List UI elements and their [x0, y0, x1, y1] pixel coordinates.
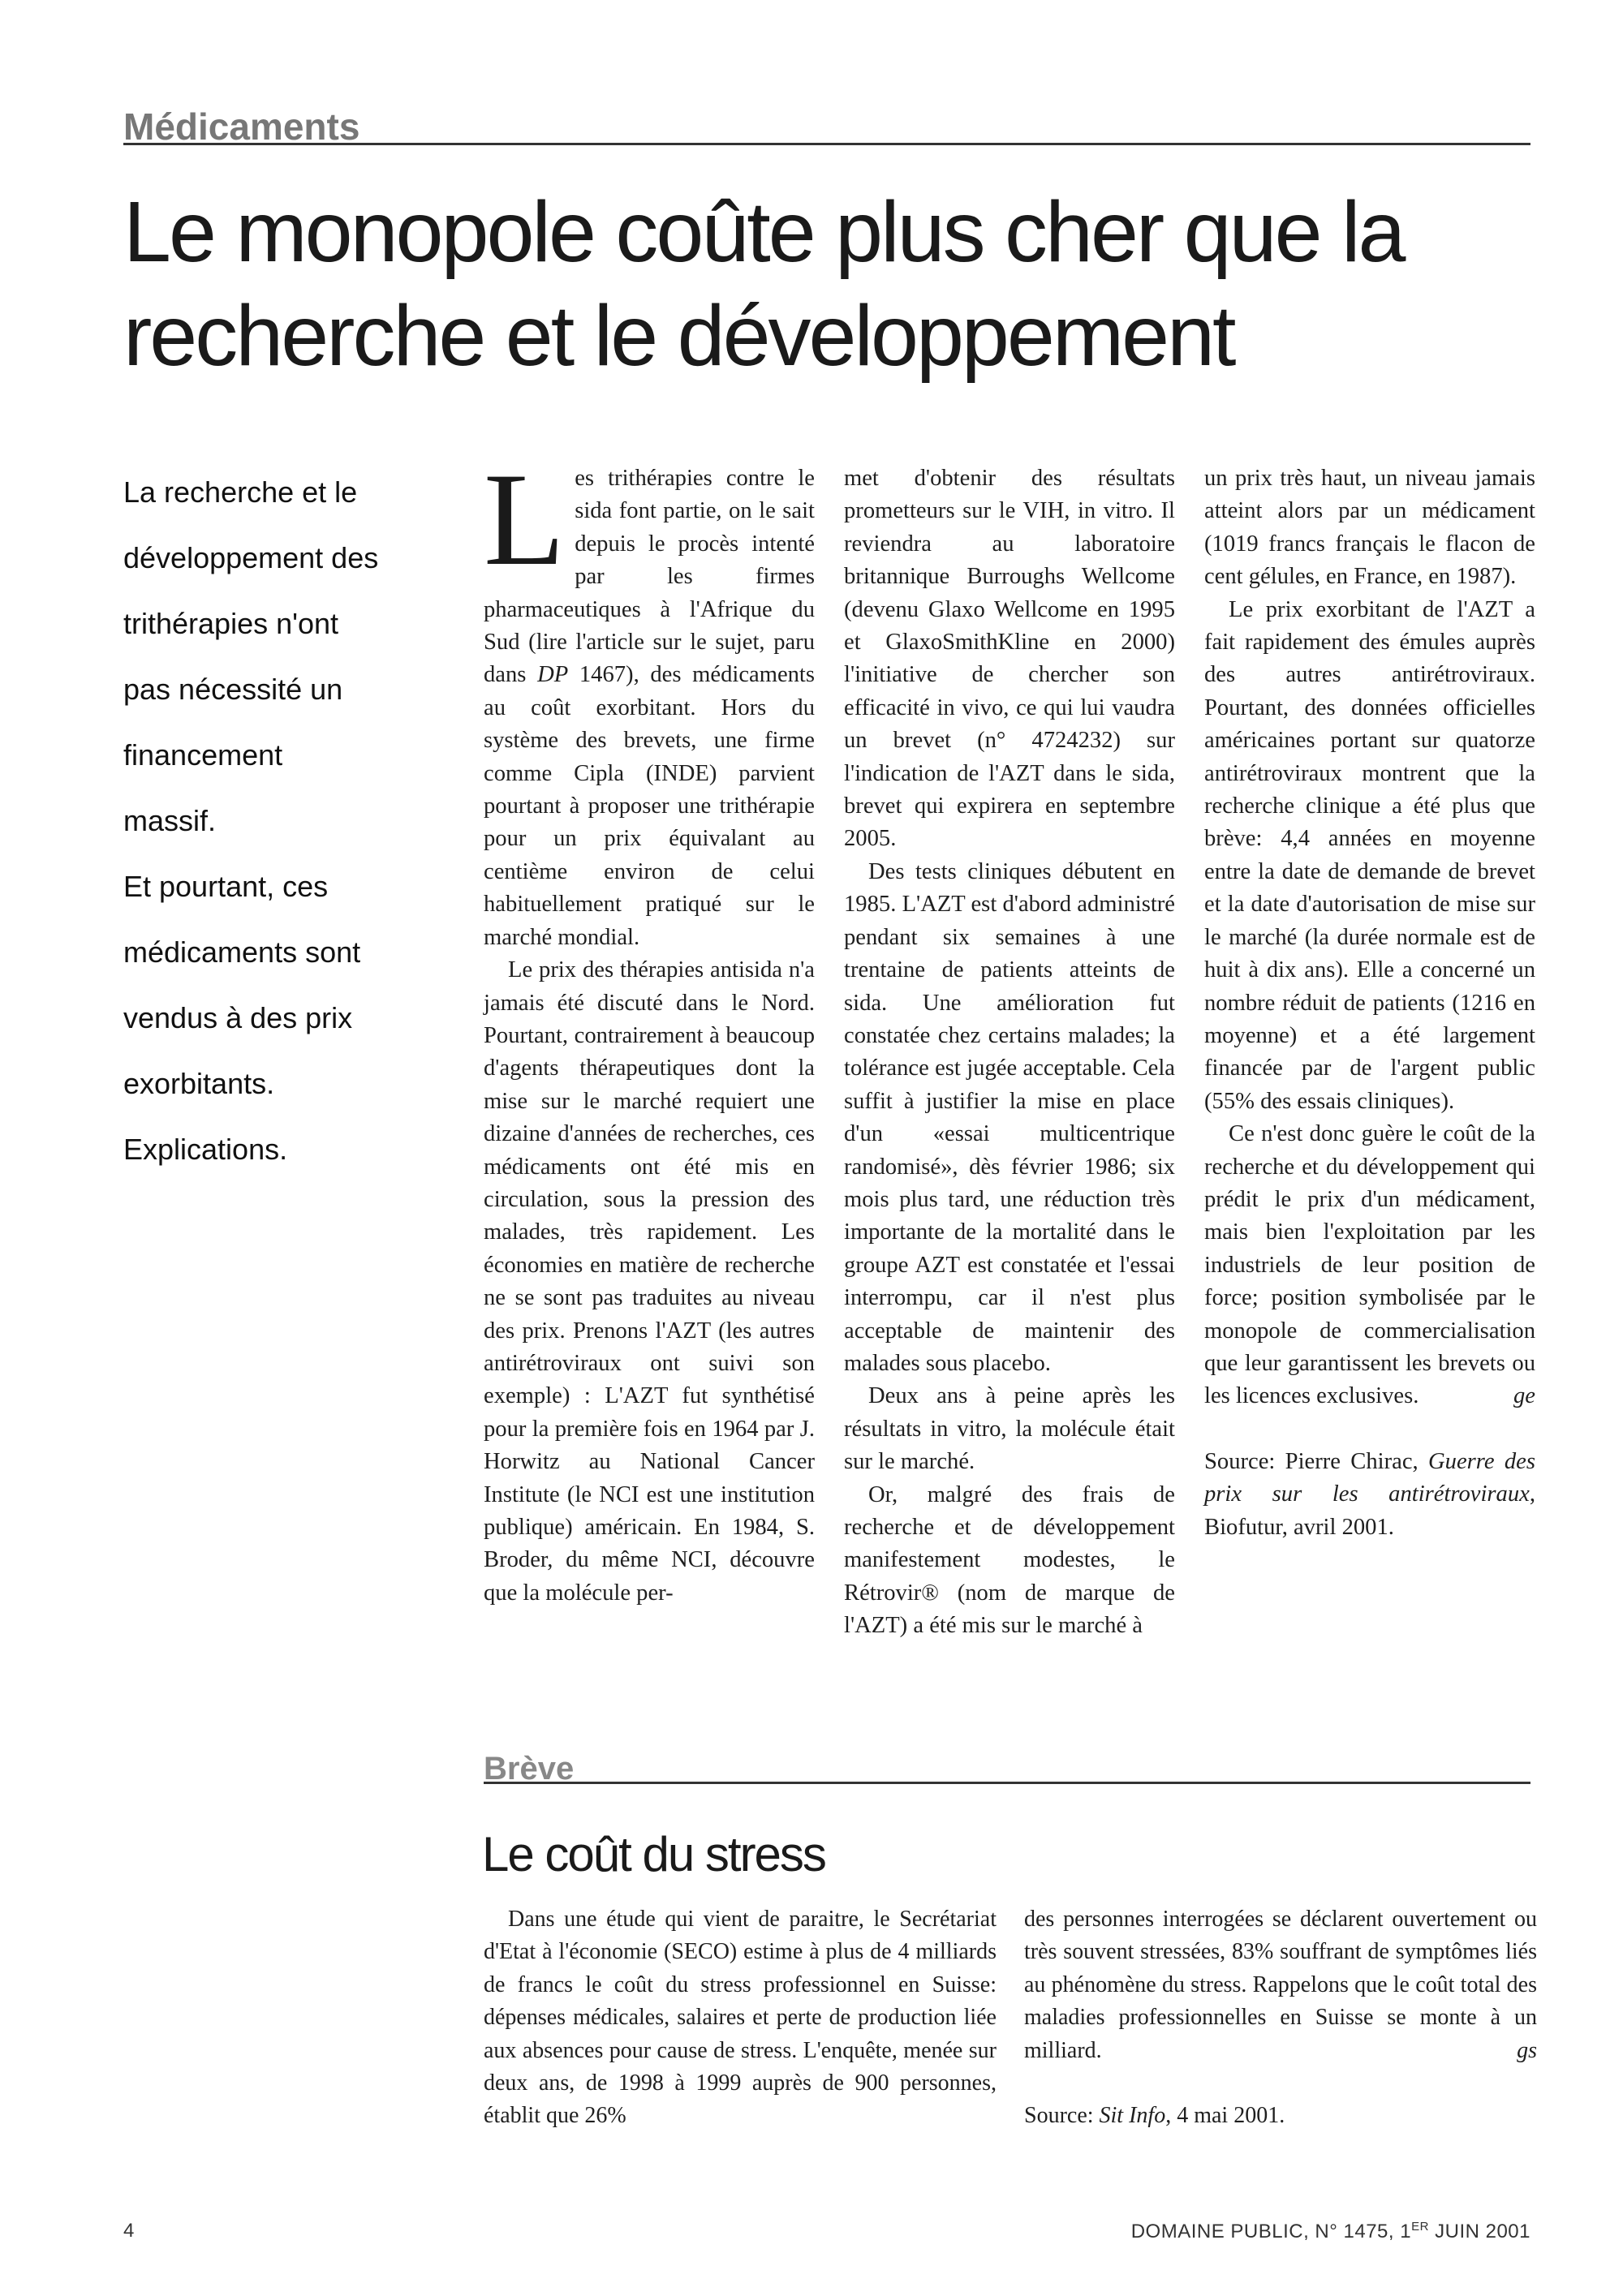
lead-line: Et pourtant, ces — [123, 870, 329, 903]
article-paragraph: Or, malgré des frais de recherche et de développement manifestement modestes, le Rétrovir® (nom de marque de l'AZT) a été mis sur le marché à — [844, 1481, 1175, 1639]
text-run: DOMAINE PUBLIC, N° 1475, 1 — [1130, 2221, 1412, 2242]
lead-line: pas nécessité un — [123, 673, 343, 706]
headline-line-1: Le monopole coûte plus cher que la — [123, 184, 1404, 280]
text-run: 1467), des médicaments au coût exorbitant. Hors du système des brevets, une firme comme Cipla (INDE) parvient pourtant à proposer une trithérapie pour un prix équivalant au centième environ de celui habituellement pratiqué sur le marché mondial. — [484, 662, 816, 950]
author-signature: ge — [1513, 1383, 1535, 1409]
lead-line: massif. — [123, 804, 217, 837]
headline-line-2: recherche et le développement — [123, 288, 1234, 384]
source-title: Sit Info — [1099, 2103, 1166, 2129]
lead-line: exorbitants. — [123, 1067, 275, 1100]
article-paragraph — [1204, 1118, 1535, 1413]
article-paragraph: un prix très haut, un niveau jamais atteint alors par un médicament (1019 francs français le flacon de cent gélules, en France, en 1987). — [1204, 466, 1535, 590]
article-paragraph — [484, 446, 816, 954]
text-run: Source: Pierre Chirac, — [1204, 1448, 1429, 1474]
article-column-2 — [844, 462, 1175, 1643]
article-paragraph: Deux ans à peine après les résultats in vitro, la molécule était sur le marché. — [844, 1383, 1175, 1475]
text-run: des personnes interrogées se déclarent ouvertement ou très souvent stressées, 83% souffrant de symptômes liés au phénomène du stress. Rappelons que le coût total des maladies professionnelles en Suisse se monte à un milliard. — [1024, 1907, 1537, 2063]
lead-line: vendus à des prix — [123, 1001, 353, 1034]
breve-title: Le coût du stress — [482, 1827, 825, 1881]
publication-ref: DP — [537, 662, 569, 688]
lead-line: La recherche et le — [123, 475, 358, 509]
article-paragraph: met d'obtenir des résultats prometteurs sur le VIH, in vitro. Il reviendra au laboratoire britannique Burroughs Wellcome (devenu Glaxo Wellcome en 1995 et GlaxoSmithKline en 2000) l'initiative de chercher son efficacité in vivo, ce qui lui vaudra un brevet (n° 4724232) sur l'indication de l'AZT dans le sida, brevet qui expirera en septembre 2005. — [844, 466, 1175, 852]
article-headline — [123, 180, 1552, 388]
breve-column-1 — [484, 1903, 997, 2133]
text-run: Source: — [1024, 2103, 1100, 2129]
lead-line: développement des — [123, 541, 379, 574]
article-source — [1204, 1446, 1535, 1544]
article-column-3 — [1204, 462, 1535, 1544]
source-title: Guerre des prix sur les antirétroviraux — [1204, 1448, 1535, 1507]
breve-rubric: Brève — [484, 1746, 1530, 1784]
text-run: Ce n'est donc guère le coût de la recherche et du développement qui prédit le prix d'un médicament, mais bien l'exploitation par les industriels de leur position de force; position symbolisée par le monopole de commercialisation que leur garantissent les brevets ou les licences exclusives. — [1204, 1121, 1535, 1409]
publication-footer — [1131, 2220, 1530, 2243]
text-run: , Biofutur, avril 2001. — [1204, 1481, 1535, 1540]
breve-column-2 — [1024, 1903, 1537, 2132]
section-rubric: Médicaments — [123, 102, 1530, 145]
author-signature: gs — [1517, 2037, 1537, 2063]
text-run: JUIN 2001 — [1428, 2221, 1530, 2242]
article-lead — [123, 459, 458, 1182]
article-paragraph: Le prix exorbitant de l'AZT a fait rapidement des émules auprès des autres antirétroviraux. Pourtant, des données officielles américaines portant sur quatorze antirétroviraux montrent que la recherche clinique a été plus que brève: 4,4 années en moyenne entre la date de demande de brevet et la date d'autorisation de mise sur le marché (la durée normale est de huit à dix ans). Elle a concerné un nombre réduit de patients (1216 en moyenne) et a été largement financée par de l'argent public (55% des essais cliniques). — [1204, 596, 1535, 1114]
breve-paragraph: Dans une étude qui vient de paraitre, le Secrétariat d'Etat à l'économie (SECO) estime à plus de 4 milliards de francs le coût du stress professionnel en Suisse: dépenses médicales, salaires et perte de production liée aux absences pour cause de stress. L'enquête, menée sur deux ans, de 1998 à 1999 auprès de 900 personnes, établit que 26% — [484, 1907, 997, 2129]
text-run: ER — [1411, 2220, 1429, 2234]
breve-paragraph — [1024, 1903, 1537, 2067]
breve-source — [1024, 2100, 1537, 2132]
lead-line: médicaments sont — [123, 935, 361, 969]
article-paragraph: Des tests cliniques débutent en 1985. L'AZT est d'abord administré pendant six semaines à une trentaine de patients atteints de sida. Une amélioration fut constatée chez certains malades; la tolérance est jugée acceptable. Cela suffit à justifier la mise en place d'un «essai multicentrique randomisé», dès février 1986; six mois plus tard, une réduction très importante de la mortalité dans le groupe AZT est constatée et l'essai interrompu, car il n'est plus acceptable de maintenir des malades sous placebo. — [844, 858, 1175, 1376]
text-run: , 4 mai 2001. — [1165, 2103, 1285, 2129]
drop-cap: L — [484, 446, 566, 593]
text-run: es trithérapies contre le sida font partie, on le sait depuis le procès intenté par les firmes pharmaceutiques à l'Afrique du Sud (lire l'article sur le sujet, paru dans — [484, 466, 815, 688]
article-column-1 — [484, 446, 816, 1610]
lead-line: Explications. — [123, 1133, 288, 1166]
lead-line: trithérapies n'ont — [123, 607, 339, 640]
page-number: 4 — [123, 2220, 135, 2242]
article-paragraph: Le prix des thérapies antisida n'a jamais été discuté dans le Nord. Pourtant, contrairement à beaucoup d'agents thérapeutiques dont la mise sur le marché requiert une dizaine d'années de recherches, ces médicaments ont été mis en circulation, sous la pression des malades, très rapidement. Les économies en matière de recherche ne se sont pas traduites au niveau des prix. Prenons l'AZT (les autres antirétroviraux ont suivi son exemple) : L'AZT fut synthétisé pour la première fois en 1964 par J. Horwitz au National Cancer Institute (le NCI est une institution publique) américain. En 1984, S. Broder, du même NCI, découvre que la molécule per- — [484, 957, 815, 1606]
lead-line: financement — [123, 738, 283, 772]
